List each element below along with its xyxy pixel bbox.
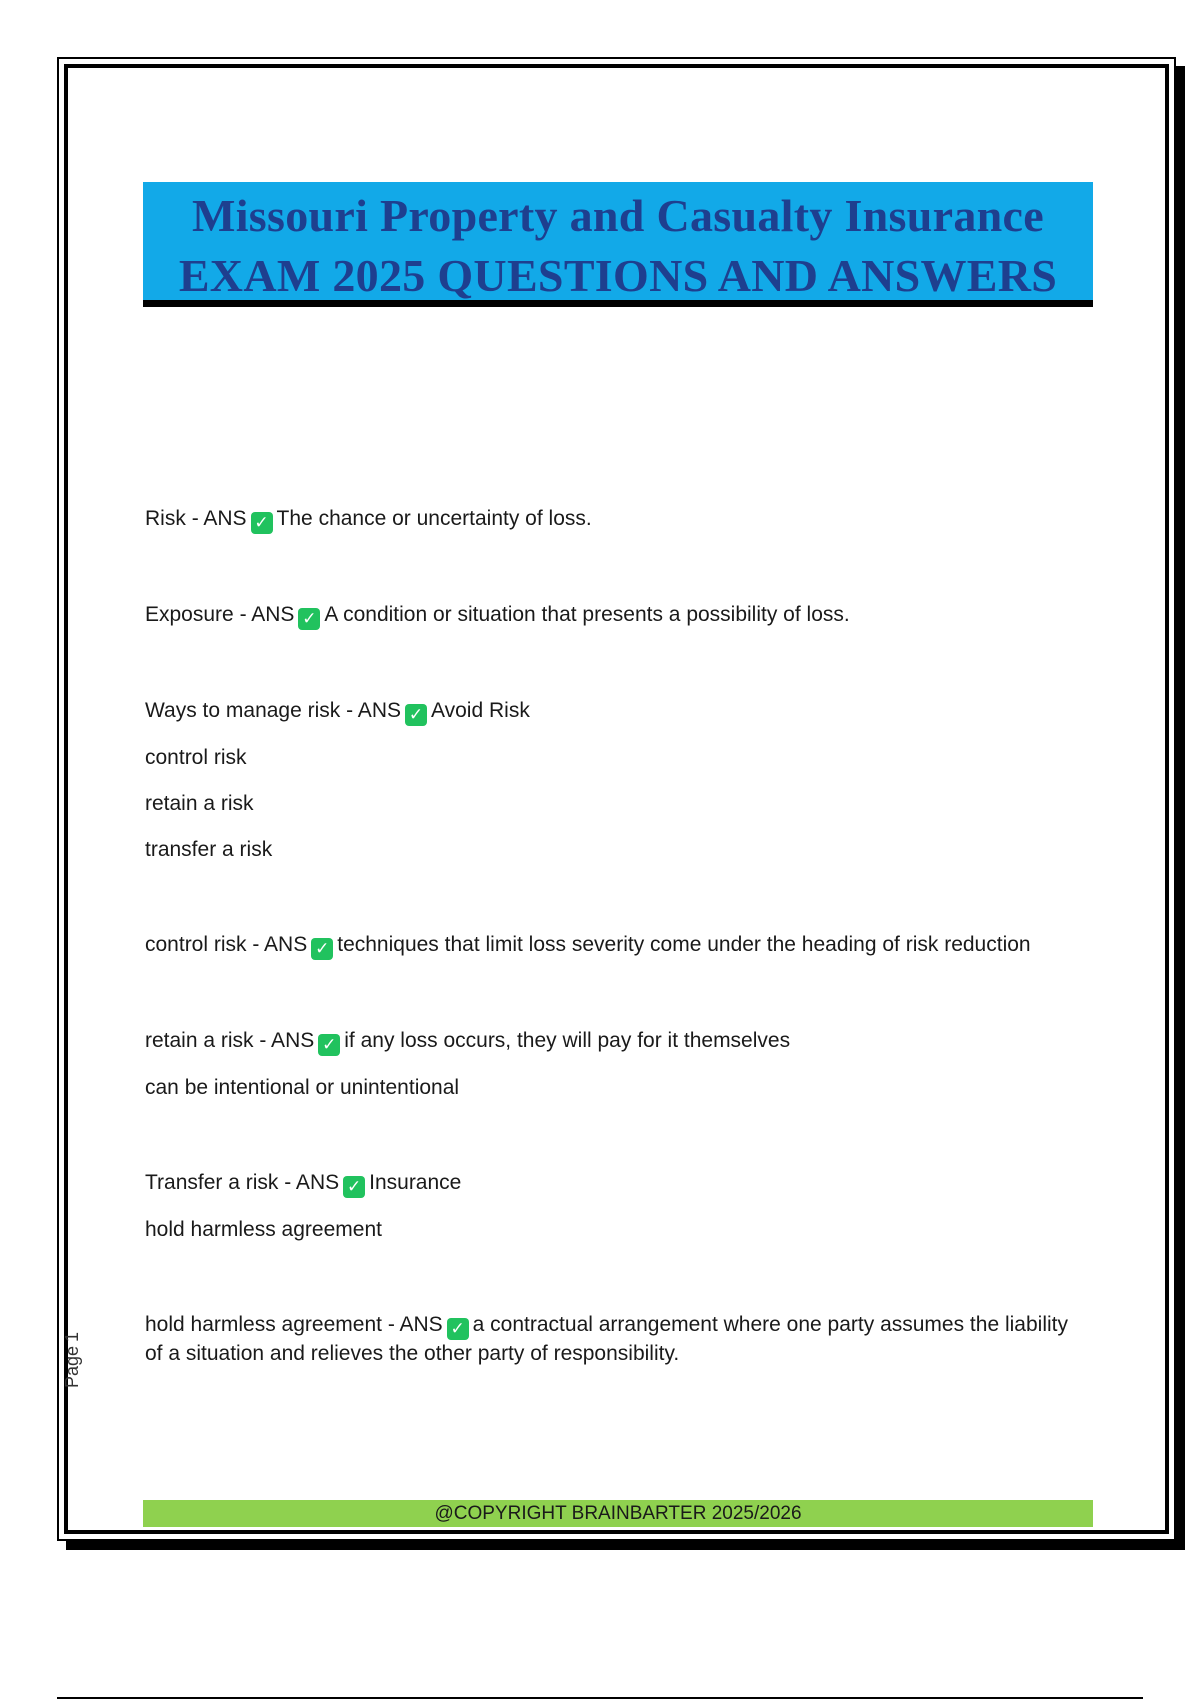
qa-answer: Insurance xyxy=(369,1171,462,1194)
qa-answer: The chance or uncertainty of loss. xyxy=(276,507,592,530)
check-mark-icon: ✓ xyxy=(447,1318,469,1340)
check-mark-icon: ✓ xyxy=(298,608,320,630)
qa-list xyxy=(145,505,1085,1368)
qa-term: Exposure xyxy=(145,603,234,626)
qa-extra-line: hold harmless agreement xyxy=(145,1218,382,1241)
check-mark-icon: ✓ xyxy=(311,938,333,960)
title-line-2: EXAM 2025 QUESTIONS AND ANSWERS xyxy=(178,250,1058,301)
qa-item xyxy=(145,601,1085,630)
check-mark-icon: ✓ xyxy=(251,512,273,534)
copyright-footer: @COPYRIGHT BRAINBARTER 2025/2026 xyxy=(143,1500,1093,1527)
qa-question-line xyxy=(145,1027,1085,1056)
qa-term: hold harmless agreement xyxy=(145,1313,382,1336)
qa-separator: - ANS xyxy=(387,1313,443,1336)
qa-answer: a contractual arrangement where one party assumes the liability of a situation and relieves the other party of responsibility. xyxy=(145,1313,1068,1365)
page-number: 1 xyxy=(61,1331,82,1342)
qa-extra-line: transfer a risk xyxy=(145,838,273,861)
qa-term: Risk xyxy=(145,507,186,530)
qa-item xyxy=(145,505,1085,534)
page-number-label xyxy=(58,1308,86,1388)
qa-term: control risk xyxy=(145,933,247,956)
qa-separator: - ANS xyxy=(252,933,308,956)
qa-question-line xyxy=(145,1169,1085,1198)
qa-answer: Avoid Risk xyxy=(431,699,530,722)
qa-question-line xyxy=(145,505,1085,534)
title-banner xyxy=(143,182,1093,307)
qa-separator: - ANS xyxy=(259,1029,315,1052)
qa-extra-line: can be intentional or unintentional xyxy=(145,1076,460,1099)
qa-answer: if any loss occurs, they will pay for it themselves xyxy=(344,1029,791,1052)
qa-separator: - ANS xyxy=(191,507,247,530)
qa-term: Ways to manage risk xyxy=(145,699,341,722)
check-mark-icon: ✓ xyxy=(343,1176,365,1198)
qa-item xyxy=(145,931,1085,960)
check-mark-icon: ✓ xyxy=(405,704,427,726)
qa-item xyxy=(145,1027,1085,1102)
qa-item xyxy=(145,697,1085,864)
qa-separator: - ANS xyxy=(346,699,401,722)
qa-term: retain a risk xyxy=(145,1029,254,1052)
qa-separator: - ANS xyxy=(284,1171,340,1194)
qa-extra-line: control risk xyxy=(145,746,247,769)
qa-item xyxy=(145,1169,1085,1244)
qa-answer: A condition or situation that presents a possibility of loss. xyxy=(324,603,850,626)
qa-question-line xyxy=(145,697,1085,726)
qa-answer: techniques that limit loss severity come under the heading of risk reduction xyxy=(337,933,1031,956)
qa-question-line xyxy=(145,601,1085,630)
qa-question-line xyxy=(145,1311,1085,1368)
qa-extra-line: retain a risk xyxy=(145,792,254,815)
title-line-1: Missouri Property and Casualty Insurance xyxy=(192,190,1044,241)
bottom-divider xyxy=(57,1697,1143,1699)
qa-separator: - ANS xyxy=(239,603,295,626)
check-mark-icon: ✓ xyxy=(318,1034,340,1056)
page-label-text: Page xyxy=(61,1345,82,1388)
qa-term: Transfer a risk xyxy=(145,1171,279,1194)
qa-item xyxy=(145,1311,1085,1368)
qa-question-line xyxy=(145,931,1085,960)
